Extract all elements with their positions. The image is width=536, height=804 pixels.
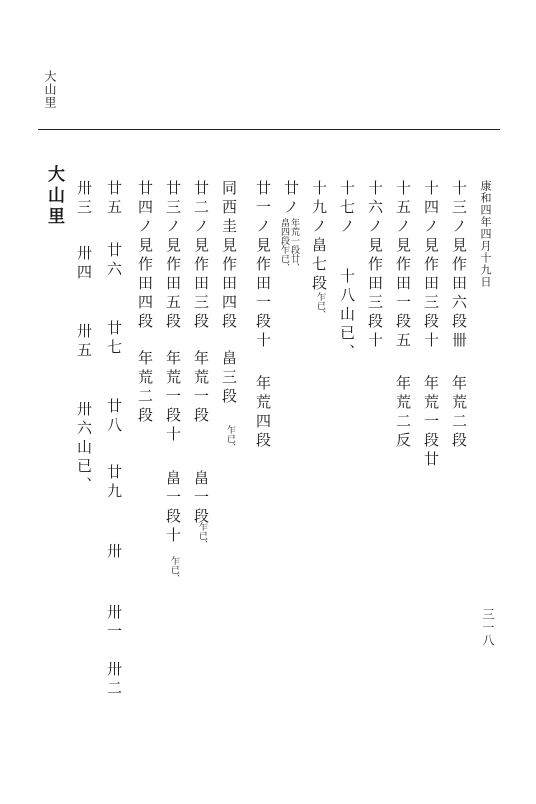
entry-line: 十七ノ [338, 180, 356, 237]
entry-line: 十四ノ見作田三段十 [422, 180, 440, 351]
number-item: 廿九 [105, 464, 123, 502]
number-item: 卅六山已、 [75, 401, 93, 496]
entry-line: 廿四ノ見作田四段 [136, 180, 154, 332]
number-item: 卅五 [75, 323, 93, 361]
entry-line: 十五ノ見作田一段五 [394, 180, 412, 351]
entry-line: 廿ノ [282, 180, 300, 218]
entry-lower: 年荒二段 [136, 350, 154, 426]
entry-line: 廿三ノ見作田五段 [164, 180, 182, 332]
number-item: 廿五 [105, 180, 123, 218]
entry-note: 乍已、 [169, 556, 179, 583]
number-item: 廿八 [105, 398, 123, 436]
entry-lower: 十八山已、 [338, 268, 356, 363]
entry-note: 乍已、 [197, 522, 207, 549]
page-number: 三一八 [481, 608, 495, 647]
entry-note: 乍已、 [315, 292, 325, 319]
entry-line: 十六ノ見作田三段十 [366, 180, 384, 351]
entry-lower: 畠三段 [220, 350, 238, 407]
section-title: 大山里 [44, 165, 64, 228]
entry-line: 同西圭見作田四段 [220, 180, 238, 332]
number-item: 卅 [105, 543, 123, 562]
number-item: 卅二 [105, 661, 123, 699]
entry-line: 十九ノ畠七段 [310, 180, 328, 294]
entry-note: 年荒一段廿、 [289, 218, 299, 272]
entry-lower: 年荒二反 [394, 375, 412, 451]
entry-note: 畠四段乍已、 [279, 218, 289, 272]
entry-lower: 畠一段 [192, 470, 210, 527]
number-item: 卅四 [75, 245, 93, 283]
document-date: 康和四年四月十九日 [479, 180, 492, 288]
entry-lower: 年荒一段 [192, 350, 210, 426]
number-item: 卅三 [75, 180, 93, 218]
entry-note: 乍已、 [225, 425, 235, 452]
running-head: 大山里 [43, 70, 57, 109]
entry-lower: 年荒一段十 [164, 350, 182, 445]
entry-lower: 畠一段十 [164, 470, 182, 546]
header-rule [38, 129, 500, 130]
entry-line: 廿二ノ見作田三段 [192, 180, 210, 332]
number-item: 廿六 [105, 242, 123, 280]
number-item: 廿七 [105, 320, 123, 358]
entry-lower: 年荒一段廿 [422, 375, 440, 470]
entry-lower: 年荒四段 [254, 375, 272, 451]
entry-line: 十三ノ見作田六段卌 [450, 180, 468, 351]
entry-lower: 年荒二段 [450, 375, 468, 451]
entry-line: 廿一ノ見作田一段十 [254, 180, 272, 351]
number-item: 卅一 [105, 604, 123, 642]
